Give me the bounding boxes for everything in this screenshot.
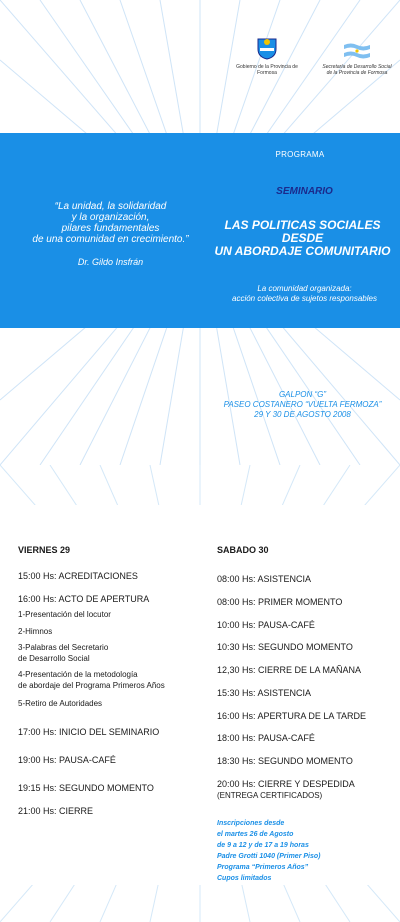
schedule-item: 12,30 Hs: CIERRE DE LA MAÑANA <box>217 665 362 675</box>
schedule-item: 21:00 Hs: CIERRE <box>18 806 94 816</box>
quote-author: Dr. Gildo Insfrán <box>77 257 144 267</box>
schedule-item: 10:00 Hs: PAUSA-CAFÉ <box>217 620 315 630</box>
programa-label: PROGRAMA <box>275 150 325 159</box>
quote-line: “La unidad, la solidaridad <box>54 201 167 212</box>
title-line: LAS POLITICAS SOCIALES <box>224 218 381 232</box>
schedule-item: 18:00 Hs: PAUSA-CAFÉ <box>217 733 315 743</box>
title-line: DESDE <box>281 231 324 245</box>
schedule-item: 3-Palabras del Secretario <box>18 643 109 652</box>
quote-line: pilares fundamentales <box>61 223 160 234</box>
schedule-item: (ENTREGA CERTIFICADOS) <box>217 791 323 800</box>
seminar-title <box>205 219 400 258</box>
inscripciones-info <box>217 818 397 884</box>
quote-line: y la organización, <box>71 212 150 223</box>
inscripciones-line: Programa “Primeros Años” <box>217 864 309 871</box>
title-line: UN ABORDAJE COMUNITARIO <box>214 244 391 258</box>
schedule-item: 1-Presentación del locutor <box>18 610 111 619</box>
schedule-item: de Desarrollo Social <box>18 654 90 663</box>
day2-heading: SABADO 30 <box>217 545 269 555</box>
schedule-item: 4-Presentación de la metodología <box>18 670 138 679</box>
schedule-item: 10:30 Hs: SEGUNDO MOMENTO <box>217 642 353 652</box>
venue-line: PASEO COSTANERO “VUELTA FERMOZA” <box>223 400 382 409</box>
venue-line: 29 Y 30 DE AGOSTO 2008 <box>254 410 351 419</box>
quote <box>18 201 203 245</box>
schedule-item: 5-Retiro de Autoridades <box>18 699 103 708</box>
schedule-item: 08:00 Hs: PRIMER MOMENTO <box>217 597 343 607</box>
inscripciones-line: el martes 26 de Agosto <box>217 831 294 838</box>
quote-line: de una comunidad en crecimiento.” <box>32 234 189 245</box>
schedule-item: 19:15 Hs: SEGUNDO MOMENTO <box>18 783 154 793</box>
schedule-item: 15:00 Hs: ACREDITACIONES <box>18 571 138 581</box>
seminario-label: SEMINARIO <box>276 186 333 197</box>
secretaria-logo <box>320 42 394 76</box>
schedule-item: 18:30 Hs: SEGUNDO MOMENTO <box>217 756 353 766</box>
government-logo-caption: Gobierno de la Provincia de Formosa <box>236 64 298 76</box>
schedule-item: de abordaje del Programa Primeros Años <box>18 681 165 690</box>
schedule-item: 2-Himnos <box>18 627 53 636</box>
inscripciones-line: de 9 a 12 y de 17 a 19 horas <box>217 842 309 849</box>
venue-info <box>210 390 395 420</box>
inscripciones-line: Inscripciones desde <box>217 820 285 827</box>
schedule-item: 20:00 Hs: CIERRE Y DESPEDIDA <box>217 779 355 789</box>
schedule-item: 08:00 Hs: ASISTENCIA <box>217 574 312 584</box>
argentina-flag-icon <box>343 42 371 60</box>
subtitle-line: acción colectiva de sujetos responsables <box>232 294 377 303</box>
venue-line: GALPON “G” <box>278 390 327 399</box>
province-shield-icon <box>256 36 278 60</box>
day1-heading: VIERNES 29 <box>18 545 71 555</box>
government-logo <box>232 36 302 76</box>
inscripciones-line: Padre Grotti 1040 (Primer Piso) <box>217 853 321 860</box>
schedule-item: 16:00 Hs: ACTO DE APERTURA <box>18 594 150 604</box>
subtitle-line: La comunidad organizada: <box>257 284 352 293</box>
schedule-item: 16:00 Hs: APERTURA DE LA TARDE <box>217 711 367 721</box>
schedule-item: 15:30 Hs: ASISTENCIA <box>217 688 312 698</box>
schedule-item: 17:00 Hs: INICIO DEL SEMINARIO <box>18 727 160 737</box>
secretaria-logo-caption: Secretaría de Desarrollo Social de la Provincia de Formosa <box>322 64 392 76</box>
schedule-item: 19:00 Hs: PAUSA-CAFÉ <box>18 755 116 765</box>
seminar-subtitle <box>212 284 397 304</box>
inscripciones-line: Cupos limitados <box>217 875 272 882</box>
